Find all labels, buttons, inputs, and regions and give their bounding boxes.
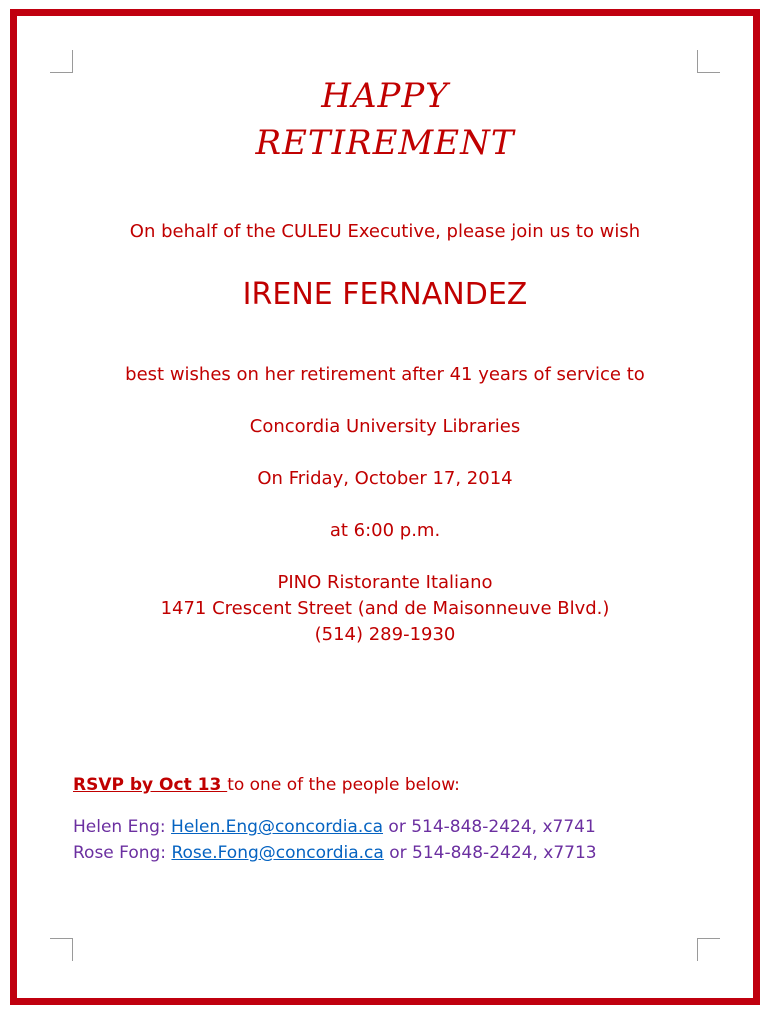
contact-phone: 514-848-2424, x7713 <box>412 843 597 863</box>
venue-name: PINO Ristorante Italiano <box>277 572 493 593</box>
corner-mark-top-left <box>50 50 73 73</box>
event-time: at 6:00 p.m. <box>329 520 441 541</box>
contact-name: Rose Fong: <box>73 843 172 863</box>
corner-mark-top-right <box>697 50 720 73</box>
contact-name: Helen Eng: <box>73 817 172 837</box>
venue-phone: (514) 289-1930 <box>314 624 456 645</box>
contact-email-link[interactable]: Rose.Fong@concordia.ca <box>171 843 384 863</box>
rsvp-line <box>73 773 460 797</box>
intro-text: On behalf of the CULEU Executive, please join us to wish <box>129 221 641 242</box>
venue-address: 1471 Crescent Street (and de Maisonneuve Blvd.) <box>160 598 610 619</box>
honoree-name: IRENE FERNANDEZ <box>242 277 528 312</box>
contact-or: or <box>383 843 413 863</box>
organization-text: Concordia University Libraries <box>249 416 521 437</box>
event-date: On Friday, October 17, 2014 <box>257 468 513 489</box>
rsvp-deadline: RSVP by Oct 13 <box>73 775 228 795</box>
rsvp-instructions: to one of the people below: <box>227 775 460 795</box>
contact-row <box>73 815 596 839</box>
title-line-2: RETIREMENT <box>255 123 515 163</box>
contact-or: or <box>383 817 412 837</box>
contact-email-link[interactable]: Helen.Eng@concordia.ca <box>171 817 384 837</box>
title-line-1: HAPPY <box>321 76 449 116</box>
contact-row <box>73 841 597 865</box>
corner-mark-bottom-left <box>50 938 73 961</box>
corner-mark-bottom-right <box>697 938 720 961</box>
wishes-text: best wishes on her retirement after 41 years of service to <box>125 364 645 385</box>
contact-phone: 514-848-2424, x7741 <box>411 817 596 837</box>
